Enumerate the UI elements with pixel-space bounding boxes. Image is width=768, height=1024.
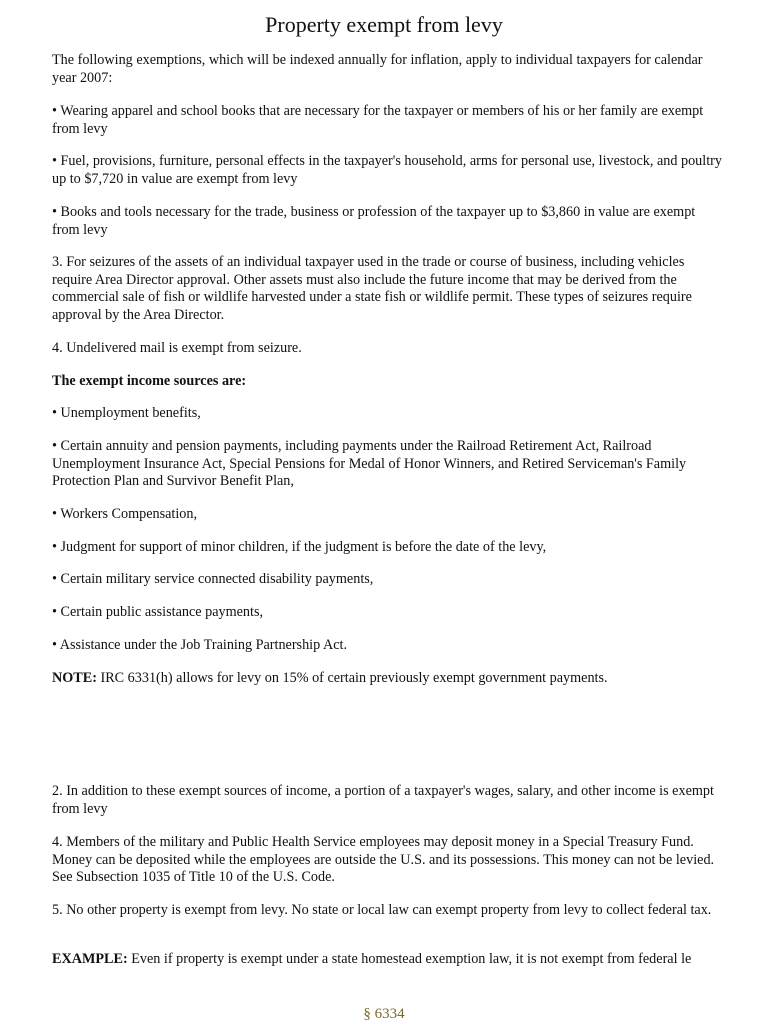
list-item: • Unemployment benefits, <box>52 405 201 421</box>
note-text: IRC 6331(h) allows for levy on 15% of certain previously exempt government payments. <box>96 670 608 686</box>
list-item: • Certain military service connected disability payments, <box>52 571 374 587</box>
item-5-paragraph: 5. No other property is exempt from levy. No state or local law can exempt property from levy to collect federal tax. <box>52 902 712 918</box>
list-item: • Assistance under the Job Training Partnership Act. <box>52 637 347 653</box>
list-item: • Certain annuity and pension payments, including payments under the Railroad Retirement Act, Railroad Unemployment Insurance Act, Special Pensions for Medal of Honor Winners, and Retired Serviceman's Family Protection Plan and Survivor Benefit Plan, <box>52 438 687 490</box>
note-paragraph <box>52 670 724 688</box>
item-3-paragraph: 3. For seizures of the assets of an individual taxpayer used in the trade or course of business, including vehicles require Area Director approval. Other assets must also include the future income that may be derived from the commercial sale of fish or wildlife harvested under a state fish or wildlife permit. These types of seizures require approval by the Area Director. <box>52 254 692 323</box>
exempt-income-heading: The exempt income sources are: <box>52 373 247 389</box>
item-4-paragraph: 4. Undelivered mail is exempt from seizure. <box>52 340 302 356</box>
list-item: • Books and tools necessary for the trade, business or profession of the taxpayer up to $3,860 in value are exempt from levy <box>52 204 696 238</box>
item-4b-paragraph: 4. Members of the military and Public Health Service employees may deposit money in a Special Treasury Fund. Money can be deposited while the employees are outside the U.S. and its possessions. This money can not be levied. See Subsection 1035 of Title 10 of the U.S. Code. <box>52 834 715 886</box>
note-label: NOTE: <box>52 670 97 686</box>
list-item: • Fuel, provisions, furniture, personal effects in the taxpayer's household, arms for personal use, livestock, and poultry up to $7,720 in value are exempt from levy <box>52 153 722 187</box>
list-item: • Certain public assistance payments, <box>52 604 264 620</box>
list-item: • Wearing apparel and school books that are necessary for the taxpayer or members of his or her family are exempt from levy <box>52 103 704 137</box>
example-label: EXAMPLE: <box>52 951 128 967</box>
example-paragraph <box>52 951 724 969</box>
item-2-paragraph: 2. In addition to these exempt sources of income, a portion of a taxpayer's wages, salary, and other income is exempt from levy <box>52 783 714 817</box>
example-text: Even if property is exempt under a state homestead exemption law, it is not exempt from federal le <box>127 951 692 967</box>
page-title: Property exempt from levy <box>265 12 503 37</box>
list-item: • Judgment for support of minor children, if the judgment is before the date of the levy, <box>52 539 547 555</box>
section-reference-link[interactable]: § 6334 <box>363 1006 405 1022</box>
intro-paragraph: The following exemptions, which will be indexed annually for inflation, apply to individual taxpayers for calendar year 2007: <box>52 52 703 86</box>
list-item: • Workers Compensation, <box>52 506 198 522</box>
